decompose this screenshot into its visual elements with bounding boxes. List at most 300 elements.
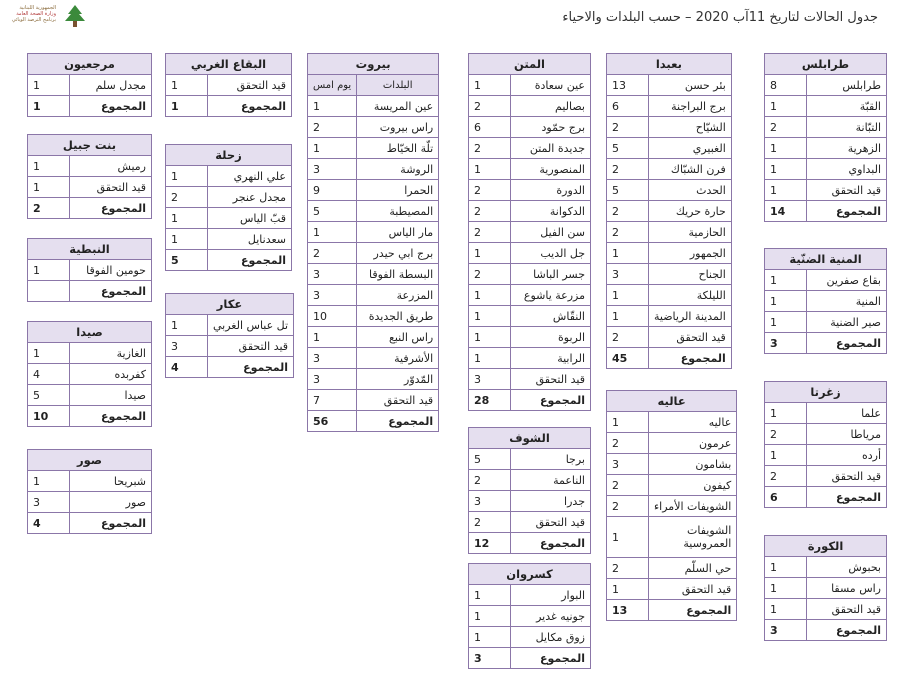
- table-row: [308, 264, 439, 285]
- case-count: 2: [765, 117, 807, 138]
- total-label: المجموع: [511, 390, 591, 411]
- case-count: 2: [308, 243, 357, 264]
- case-count: 2: [166, 187, 208, 208]
- case-count: 1: [765, 138, 807, 159]
- locality-name: الحازمية: [649, 222, 732, 243]
- table-row: [308, 117, 439, 138]
- table-row: [28, 471, 152, 492]
- case-count: 3: [28, 492, 70, 513]
- logo-line: وزارة الصحة العامة: [16, 11, 56, 17]
- locality-name: مرياطا: [807, 424, 887, 445]
- locality-name: برجا: [511, 449, 591, 470]
- case-count: 1: [308, 222, 357, 243]
- case-count: 1: [607, 243, 649, 264]
- total-row: [166, 96, 292, 117]
- table-row: [28, 75, 152, 96]
- locality-name: الأشرفية: [357, 348, 439, 369]
- locality-name: تلّة الخيّاط: [357, 138, 439, 159]
- locality-name: الدورة: [511, 180, 591, 201]
- locality-name: قيد التحقق: [511, 512, 591, 533]
- case-count: 1: [469, 75, 511, 96]
- locality-name: الزهرية: [807, 138, 887, 159]
- case-count: 2: [607, 433, 649, 454]
- total-value: 4: [28, 513, 70, 534]
- locality-name: الربوة: [511, 327, 591, 348]
- case-count: 1: [469, 348, 511, 369]
- total-label: المجموع: [70, 406, 152, 427]
- district-table-kesrouan: [468, 563, 591, 669]
- locality-name: جدرا: [511, 491, 591, 512]
- locality-name: المصيطبة: [357, 201, 439, 222]
- locality-name: الجناح: [649, 264, 732, 285]
- total-row: [28, 281, 152, 302]
- table-row: [469, 306, 591, 327]
- case-count: 7: [308, 390, 357, 411]
- case-count: 5: [28, 385, 70, 406]
- district-title: زغرتا: [765, 382, 887, 403]
- table-row: [469, 264, 591, 285]
- locality-name: المنصورية: [511, 159, 591, 180]
- case-count: 9: [308, 180, 357, 201]
- table-row: [308, 96, 439, 117]
- case-count: 5: [469, 449, 511, 470]
- table-row: [607, 558, 737, 579]
- total-value: 14: [765, 201, 807, 222]
- district-table-bint-jbeil: [27, 134, 152, 219]
- total-label: المجموع: [70, 281, 152, 302]
- locality-name: عين المريسة: [357, 96, 439, 117]
- table-row: [607, 201, 732, 222]
- case-count: 2: [765, 466, 807, 487]
- case-count: 3: [308, 369, 357, 390]
- district-table-saida: [27, 321, 152, 427]
- locality-name: حومين الفوقا: [70, 260, 152, 281]
- locality-name: حارة حريك: [649, 201, 732, 222]
- table-row: [765, 159, 887, 180]
- logo-line: الجمهورية اللبنانية: [19, 5, 56, 11]
- column-header-value: يوم امس: [308, 75, 357, 96]
- table-row: [469, 512, 591, 533]
- total-row: [308, 411, 439, 432]
- locality-name: المزرعة: [357, 285, 439, 306]
- case-count: 1: [469, 606, 511, 627]
- locality-name: المدينة الرياضية: [649, 306, 732, 327]
- locality-name: البوار: [511, 585, 591, 606]
- case-count: 1: [469, 243, 511, 264]
- case-count: 6: [607, 96, 649, 117]
- district-table-zahle: [165, 144, 292, 271]
- table-row: [765, 578, 887, 599]
- table-row: [607, 454, 737, 475]
- total-row: [469, 533, 591, 554]
- table-row: [166, 75, 292, 96]
- table-row: [607, 75, 732, 96]
- case-count: 3: [308, 264, 357, 285]
- table-row: [469, 606, 591, 627]
- district-table-zgharta: [764, 381, 887, 508]
- case-count: 5: [308, 201, 357, 222]
- table-row: [28, 260, 152, 281]
- case-count: 1: [765, 270, 807, 291]
- total-value: 56: [308, 411, 357, 432]
- table-row: [166, 315, 294, 336]
- table-row: [765, 445, 887, 466]
- locality-name: الشويفات العمروسية: [649, 517, 737, 558]
- case-count: 1: [607, 285, 649, 306]
- locality-name: الناعمة: [511, 470, 591, 491]
- table-row: [308, 390, 439, 411]
- locality-name: مجدل عنجر: [208, 187, 292, 208]
- table-row: [308, 306, 439, 327]
- table-row: [607, 222, 732, 243]
- table-row: [607, 579, 737, 600]
- case-count: 1: [166, 208, 208, 229]
- total-label: المجموع: [649, 600, 737, 621]
- district-title: البقاع الغربي: [166, 54, 292, 75]
- case-count: 1: [469, 285, 511, 306]
- total-value: 1: [28, 96, 70, 117]
- total-label: المجموع: [70, 198, 152, 219]
- case-count: 1: [765, 180, 807, 201]
- total-value: 13: [607, 600, 649, 621]
- table-row: [469, 369, 591, 390]
- locality-name: جونيه غدير: [511, 606, 591, 627]
- locality-name: صير الضنية: [807, 312, 887, 333]
- locality-name: قيد التحقق: [208, 336, 294, 357]
- total-label: المجموع: [511, 648, 591, 669]
- total-label: المجموع: [208, 250, 292, 271]
- locality-name: الدكوانة: [511, 201, 591, 222]
- total-row: [765, 333, 887, 354]
- table-row: [765, 270, 887, 291]
- total-value: 12: [469, 533, 511, 554]
- table-row: [308, 138, 439, 159]
- total-row: [469, 648, 591, 669]
- table-row: [469, 222, 591, 243]
- total-value: 5: [166, 250, 208, 271]
- locality-name: قيد التحقق: [649, 327, 732, 348]
- case-count: 1: [765, 291, 807, 312]
- table-row: [469, 327, 591, 348]
- case-count: 2: [469, 138, 511, 159]
- locality-name: تل عباس الغربي: [208, 315, 294, 336]
- page-title: جدول الحالات لتاريخ 11آب 2020 – حسب البلدات والاحياء: [562, 10, 878, 25]
- case-count: 1: [765, 557, 807, 578]
- case-count: 2: [607, 201, 649, 222]
- locality-name: قيد التحقق: [70, 177, 152, 198]
- district-title: بيروت: [308, 54, 439, 75]
- district-title: الشوف: [469, 428, 591, 449]
- district-title: مرجعيون: [28, 54, 152, 75]
- locality-name: طرابلس: [807, 75, 887, 96]
- total-value: 10: [28, 406, 70, 427]
- locality-name: راس مسقا: [807, 578, 887, 599]
- total-label: المجموع: [208, 96, 292, 117]
- locality-name: القبّة: [807, 96, 887, 117]
- district-title: المتن: [469, 54, 591, 75]
- locality-name: علما: [807, 403, 887, 424]
- case-count: 2: [469, 470, 511, 491]
- case-count: 3: [469, 491, 511, 512]
- locality-name: الجمهور: [649, 243, 732, 264]
- locality-name: طريق الجديدة: [357, 306, 439, 327]
- district-title: النبطية: [28, 239, 152, 260]
- case-count: 2: [469, 264, 511, 285]
- table-row: [469, 491, 591, 512]
- total-row: [166, 357, 294, 378]
- table-row: [765, 75, 887, 96]
- total-value: 3: [469, 648, 511, 669]
- table-row: [28, 177, 152, 198]
- table-row: [469, 285, 591, 306]
- table-row: [607, 517, 737, 558]
- table-row: [607, 264, 732, 285]
- case-count: 1: [308, 138, 357, 159]
- table-row: [469, 627, 591, 648]
- case-count: 2: [765, 424, 807, 445]
- district-table-metn: [468, 53, 591, 411]
- table-row: [166, 187, 292, 208]
- locality-name: قيد التحقق: [357, 390, 439, 411]
- case-count: 2: [469, 512, 511, 533]
- total-label: المجموع: [807, 620, 887, 641]
- total-label: المجموع: [511, 533, 591, 554]
- case-count: 1: [166, 315, 208, 336]
- table-row: [607, 475, 737, 496]
- total-value: [28, 281, 70, 302]
- locality-name: الغبيري: [649, 138, 732, 159]
- locality-name: بئر حسن: [649, 75, 732, 96]
- case-count: 1: [28, 177, 70, 198]
- locality-name: بشامون: [649, 454, 737, 475]
- case-count: 1: [469, 327, 511, 348]
- table-row: [166, 208, 292, 229]
- total-value: 4: [166, 357, 208, 378]
- table-row: [166, 166, 292, 187]
- locality-name: الحدث: [649, 180, 732, 201]
- table-row: [765, 138, 887, 159]
- case-count: 2: [607, 496, 649, 517]
- case-count: 1: [607, 412, 649, 433]
- district-table-sour: [27, 449, 152, 534]
- district-title: عاليه: [607, 391, 737, 412]
- total-value: 28: [469, 390, 511, 411]
- table-row: [765, 599, 887, 620]
- total-label: المجموع: [357, 411, 439, 432]
- district-title: المنية الضنّية: [765, 249, 887, 270]
- locality-name: الشويفات الأمراء: [649, 496, 737, 517]
- locality-name: شبريحا: [70, 471, 152, 492]
- district-table-akkar: [165, 293, 294, 378]
- case-count: 1: [765, 312, 807, 333]
- case-count: 2: [607, 159, 649, 180]
- district-title: بنت جبيل: [28, 135, 152, 156]
- district-title: بعبدا: [607, 54, 732, 75]
- table-row: [765, 117, 887, 138]
- case-count: 1: [765, 599, 807, 620]
- locality-name: حي السلّم: [649, 558, 737, 579]
- locality-name: قيد التحقق: [649, 579, 737, 600]
- locality-name: الشيّاح: [649, 117, 732, 138]
- table-row: [28, 343, 152, 364]
- district-title: صور: [28, 450, 152, 471]
- case-count: 1: [469, 585, 511, 606]
- table-row: [765, 291, 887, 312]
- cedar-tree-icon: [62, 4, 88, 28]
- locality-name: عرمون: [649, 433, 737, 454]
- ministry-logo: [8, 4, 128, 32]
- district-table-tripoli: [764, 53, 887, 222]
- case-count: 1: [308, 96, 357, 117]
- case-count: 2: [469, 201, 511, 222]
- case-count: 13: [607, 75, 649, 96]
- table-row: [28, 156, 152, 177]
- case-count: 2: [469, 222, 511, 243]
- locality-name: التبّانة: [807, 117, 887, 138]
- case-count: 2: [607, 117, 649, 138]
- table-row: [607, 327, 732, 348]
- table-row: [28, 385, 152, 406]
- case-count: 1: [469, 306, 511, 327]
- total-row: [28, 513, 152, 534]
- locality-name: قبّ الياس: [208, 208, 292, 229]
- total-label: المجموع: [807, 333, 887, 354]
- case-count: 1: [765, 578, 807, 599]
- total-value: 1: [166, 96, 208, 117]
- table-row: [607, 412, 737, 433]
- locality-name: كفربده: [70, 364, 152, 385]
- locality-name: مجدل سلم: [70, 75, 152, 96]
- locality-name: قيد التحقق: [208, 75, 292, 96]
- case-count: 6: [469, 117, 511, 138]
- total-row: [28, 96, 152, 117]
- locality-name: زوق مكايل: [511, 627, 591, 648]
- district-title: الكورة: [765, 536, 887, 557]
- locality-name: برج البراجنة: [649, 96, 732, 117]
- case-count: 1: [28, 260, 70, 281]
- table-row: [308, 285, 439, 306]
- case-count: 1: [469, 159, 511, 180]
- total-value: 6: [765, 487, 807, 508]
- table-row: [308, 222, 439, 243]
- case-count: 5: [607, 180, 649, 201]
- case-count: 3: [607, 454, 649, 475]
- case-count: 2: [607, 558, 649, 579]
- locality-name: قيد التحقق: [807, 599, 887, 620]
- case-count: 4: [28, 364, 70, 385]
- locality-name: جل الديب: [511, 243, 591, 264]
- locality-name: مزرعة ياشوع: [511, 285, 591, 306]
- table-row: [469, 117, 591, 138]
- total-row: [765, 487, 887, 508]
- table-row: [308, 348, 439, 369]
- table-row: [469, 201, 591, 222]
- total-row: [765, 620, 887, 641]
- case-count: 1: [765, 403, 807, 424]
- case-count: 2: [308, 117, 357, 138]
- table-row: [607, 496, 737, 517]
- case-count: 10: [308, 306, 357, 327]
- total-row: [28, 406, 152, 427]
- table-row: [607, 243, 732, 264]
- table-row: [28, 364, 152, 385]
- district-title: زحلة: [166, 145, 292, 166]
- district-table-marjayoun: [27, 53, 152, 117]
- case-count: 2: [607, 327, 649, 348]
- district-table-west-bekaa: [165, 53, 292, 117]
- total-value: 3: [765, 620, 807, 641]
- case-count: 3: [308, 159, 357, 180]
- table-row: [469, 96, 591, 117]
- table-row: [607, 117, 732, 138]
- case-count: 3: [308, 348, 357, 369]
- table-row: [607, 138, 732, 159]
- district-title: عكار: [166, 294, 294, 315]
- locality-name: راس بيروت: [357, 117, 439, 138]
- total-row: [607, 348, 732, 369]
- table-row: [765, 312, 887, 333]
- table-row: [607, 433, 737, 454]
- table-row: [308, 369, 439, 390]
- table-row: [469, 470, 591, 491]
- table-row: [469, 348, 591, 369]
- total-label: المجموع: [70, 513, 152, 534]
- table-row: [166, 229, 292, 250]
- case-count: 2: [607, 222, 649, 243]
- table-row: [607, 306, 732, 327]
- table-row: [308, 327, 439, 348]
- table-row: [469, 180, 591, 201]
- locality-name: برج حمّود: [511, 117, 591, 138]
- total-label: المجموع: [70, 96, 152, 117]
- total-row: [607, 600, 737, 621]
- table-row: [607, 159, 732, 180]
- table-row: [765, 180, 887, 201]
- table-row: [166, 336, 294, 357]
- case-count: 1: [607, 579, 649, 600]
- locality-name: قيد التحقق: [511, 369, 591, 390]
- locality-name: صيدا: [70, 385, 152, 406]
- district-table-koura: [764, 535, 887, 641]
- table-row: [308, 243, 439, 264]
- table-row: [469, 159, 591, 180]
- locality-name: صور: [70, 492, 152, 513]
- case-count: 1: [28, 156, 70, 177]
- case-count: 3: [166, 336, 208, 357]
- case-count: 5: [607, 138, 649, 159]
- case-count: 1: [28, 343, 70, 364]
- locality-name: برج ابي حيدر: [357, 243, 439, 264]
- case-count: 1: [308, 327, 357, 348]
- case-count: 1: [607, 517, 649, 558]
- locality-name: فرن الشبّاك: [649, 159, 732, 180]
- total-row: [28, 198, 152, 219]
- district-table-chouf: [468, 427, 591, 554]
- locality-name: الروشة: [357, 159, 439, 180]
- case-count: 1: [166, 166, 208, 187]
- case-count: 3: [308, 285, 357, 306]
- district-table-minieh: [764, 248, 887, 354]
- table-row: [469, 243, 591, 264]
- table-row: [308, 201, 439, 222]
- table-row: [607, 180, 732, 201]
- locality-name: رميش: [70, 156, 152, 177]
- total-label: المجموع: [208, 357, 294, 378]
- locality-name: راس النبع: [357, 327, 439, 348]
- case-count: 1: [765, 159, 807, 180]
- case-count: 1: [765, 96, 807, 117]
- case-count: 2: [469, 96, 511, 117]
